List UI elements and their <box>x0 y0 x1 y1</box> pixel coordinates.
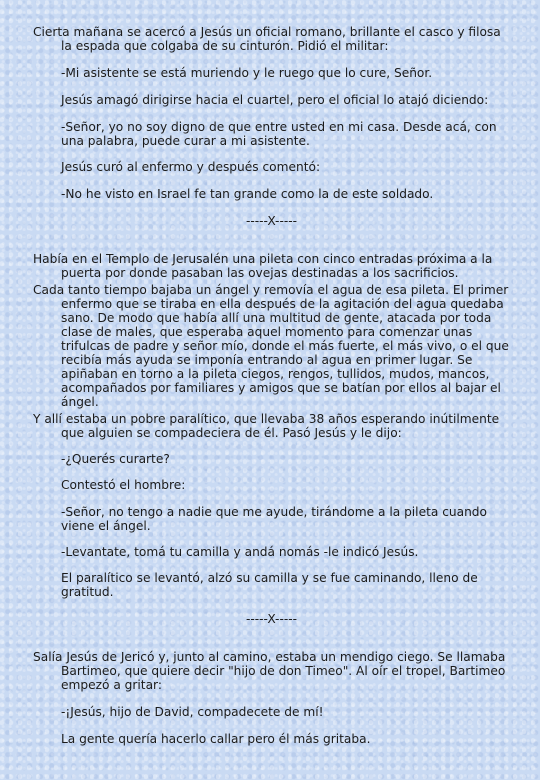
paragraph-get-up: -Levantate, tomá tu camilla y andá nomás -le indicó Jesús. <box>61 545 419 559</box>
paragraph-great-faith: -No he visto en Israel fe tan grande como la de este soldado. <box>61 187 434 201</box>
paragraph-crowd-silence: La gente quería hacerlo callar pero él más gritaba. <box>61 732 371 746</box>
paragraph-temple-pool: Había en el Templo de Jerusalén una pileta con cinco entradas próxima a la puerta por donde pasaban las ovejas destinadas a los sacrificios. <box>33 252 493 280</box>
paragraph-paralytic-walks: El paralítico se levantó, alzó su camilla y se fue caminando, lleno de gratitud. <box>61 571 478 599</box>
paragraph-bartimeo-cry: -¡Jesús, hijo de David, compadecete de mí! <box>61 705 324 719</box>
paragraph-no-one-helps: -Señor, no tengo a nadie que me ayude, tirándome a la pileta cuando viene el ángel. <box>61 505 488 533</box>
section-separator: -----X----- <box>245 612 298 626</box>
paragraph-jesus-cured: Jesús curó al enfermo y después comentó: <box>61 160 321 174</box>
paragraph-servant-dying: -Mi asistente se está muriendo y le ruego que lo cure, Señor. <box>61 66 433 80</box>
paragraph-want-cure: -¿Querés curarte? <box>61 452 170 466</box>
paragraph-paralytic: Y allí estaba un pobre paralítico, que llevaba 38 años esperando inútilmente que alguien se compadeciera de él. Pasó Jesús y le dijo: <box>33 412 500 440</box>
paragraph-angel-water: Cada tanto tiempo bajaba un ángel y removía el agua de esa pileta. El primer enfermo que se tiraba en ella después de la agitación del agua quedaba sano. De modo que había allí una multitud de gente, atacada por toda clase de males, que esperaba aquel momento para comenzar unas trifulcas de padre y señor mío, donde el más fuerte, el más vivo, o el que recibía más ayuda se imponía entrando al agua en primer lugar. Se apiñaban en torno a la pileta ciegos, rengos, tullidos, mudos, mancos, acompañados por familiares y amigos que se batían por ellos al bajar el ángel. <box>33 283 509 409</box>
paragraph-man-answered: Contestó el hombre: <box>61 478 186 492</box>
section-separator: -----X----- <box>245 214 298 228</box>
paragraph-jericho-beggar: Salía Jesús de Jericó y, junto al camino, estaba un mendigo ciego. Se llamaba Bartimeo, que quiere decir "hijo de don Timeo". Al oír el tropel, Bartimeo empezó a gritar: <box>33 650 506 692</box>
paragraph-centurion-request: Cierta mañana se acercó a Jesús un oficial romano, brillante el casco y filosa la espada que colgaba de su cinturón. Pidió el militar: <box>33 25 501 53</box>
paragraph-not-worthy: -Señor, yo no soy digno de que entre usted en mi casa. Desde acá, con una palabra, puede curar a mi asistente. <box>61 120 497 148</box>
paragraph-jesus-moves: Jesús amagó dirigirse hacia el cuartel, pero el oficial lo atajó diciendo: <box>61 93 489 107</box>
